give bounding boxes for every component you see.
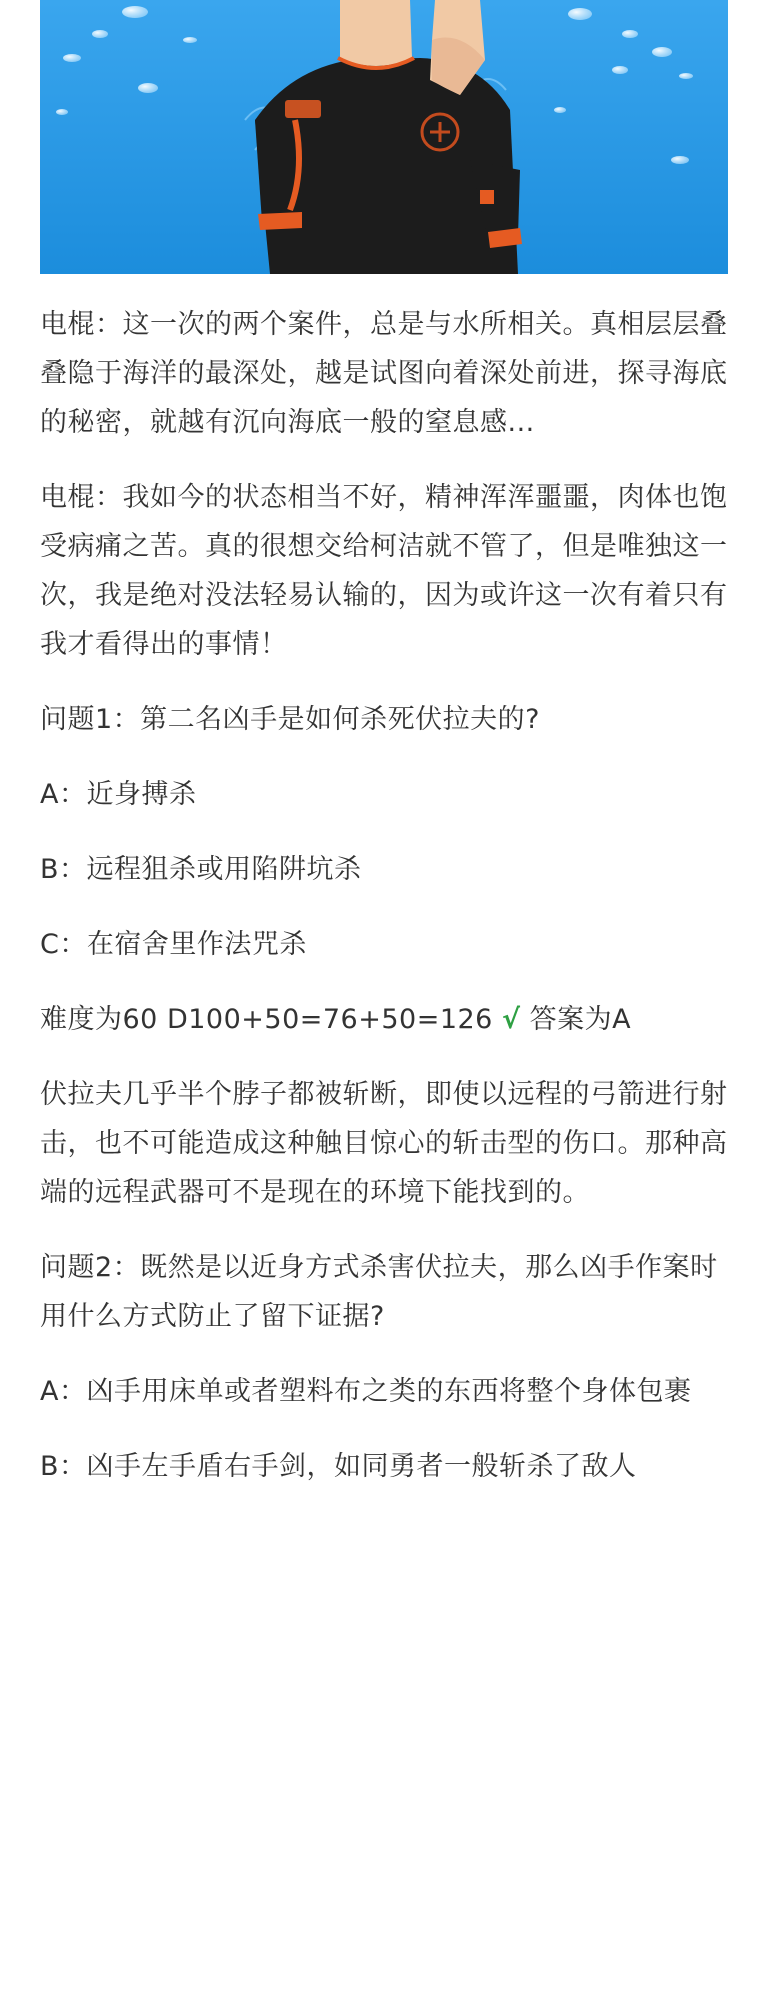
paragraph-intro-1: 电棍：这一次的两个案件，总是与水所相关。真相层层叠叠隐于海洋的最深处，越是试图向着深处前进，探寻海底的秘密，就越有沉向海底一般的窒息感... <box>40 309 728 438</box>
question-2-option-b: B：凶手左手盾右手剑，如同勇者一般斩杀了敌人 <box>40 1451 637 1482</box>
check-mark-icon: √ <box>501 1004 521 1035</box>
option-b: B：远程狙杀或用陷阱坑杀 <box>40 854 362 885</box>
option-c: C：在宿舍里作法咒杀 <box>40 929 307 960</box>
paragraph-intro-2: 电棍：我如今的状态相当不好，精神浑浑噩噩，肉体也饱受病痛之苦。真的很想交给柯洁就不管了，但是唯独这一次，我是绝对没法轻易认输的，因为或许这一次有着只有我才看得出的事情！ <box>40 482 728 660</box>
difficulty-text: 难度为60 D100+50=76+50=126 <box>40 1004 493 1035</box>
difficulty-result-line <box>40 995 728 1044</box>
explanation-paragraph: 伏拉夫几乎半个脖子都被斩断，即使以远程的弓箭进行射击，也不可能造成这种触目惊心的斩击型的伤口。那种高端的远程武器可不是现在的环境下能找到的。 <box>40 1079 728 1208</box>
person-in-jersey-image <box>40 0 728 274</box>
option-a: A：近身搏杀 <box>40 779 197 810</box>
question-2: 问题2：既然是以近身方式杀害伏拉夫，那么凶手作案时用什么方式防止了留下证据? <box>40 1252 718 1332</box>
article-hero-image[interactable] <box>40 0 728 274</box>
question-2-option-a: A：凶手用床单或者塑料布之类的东西将整个身体包裹 <box>40 1376 692 1407</box>
article-body <box>40 300 728 1517</box>
question-1: 问题1：第二名凶手是如何杀死伏拉夫的? <box>40 704 541 735</box>
answer-text: 答案为A <box>529 1004 632 1035</box>
